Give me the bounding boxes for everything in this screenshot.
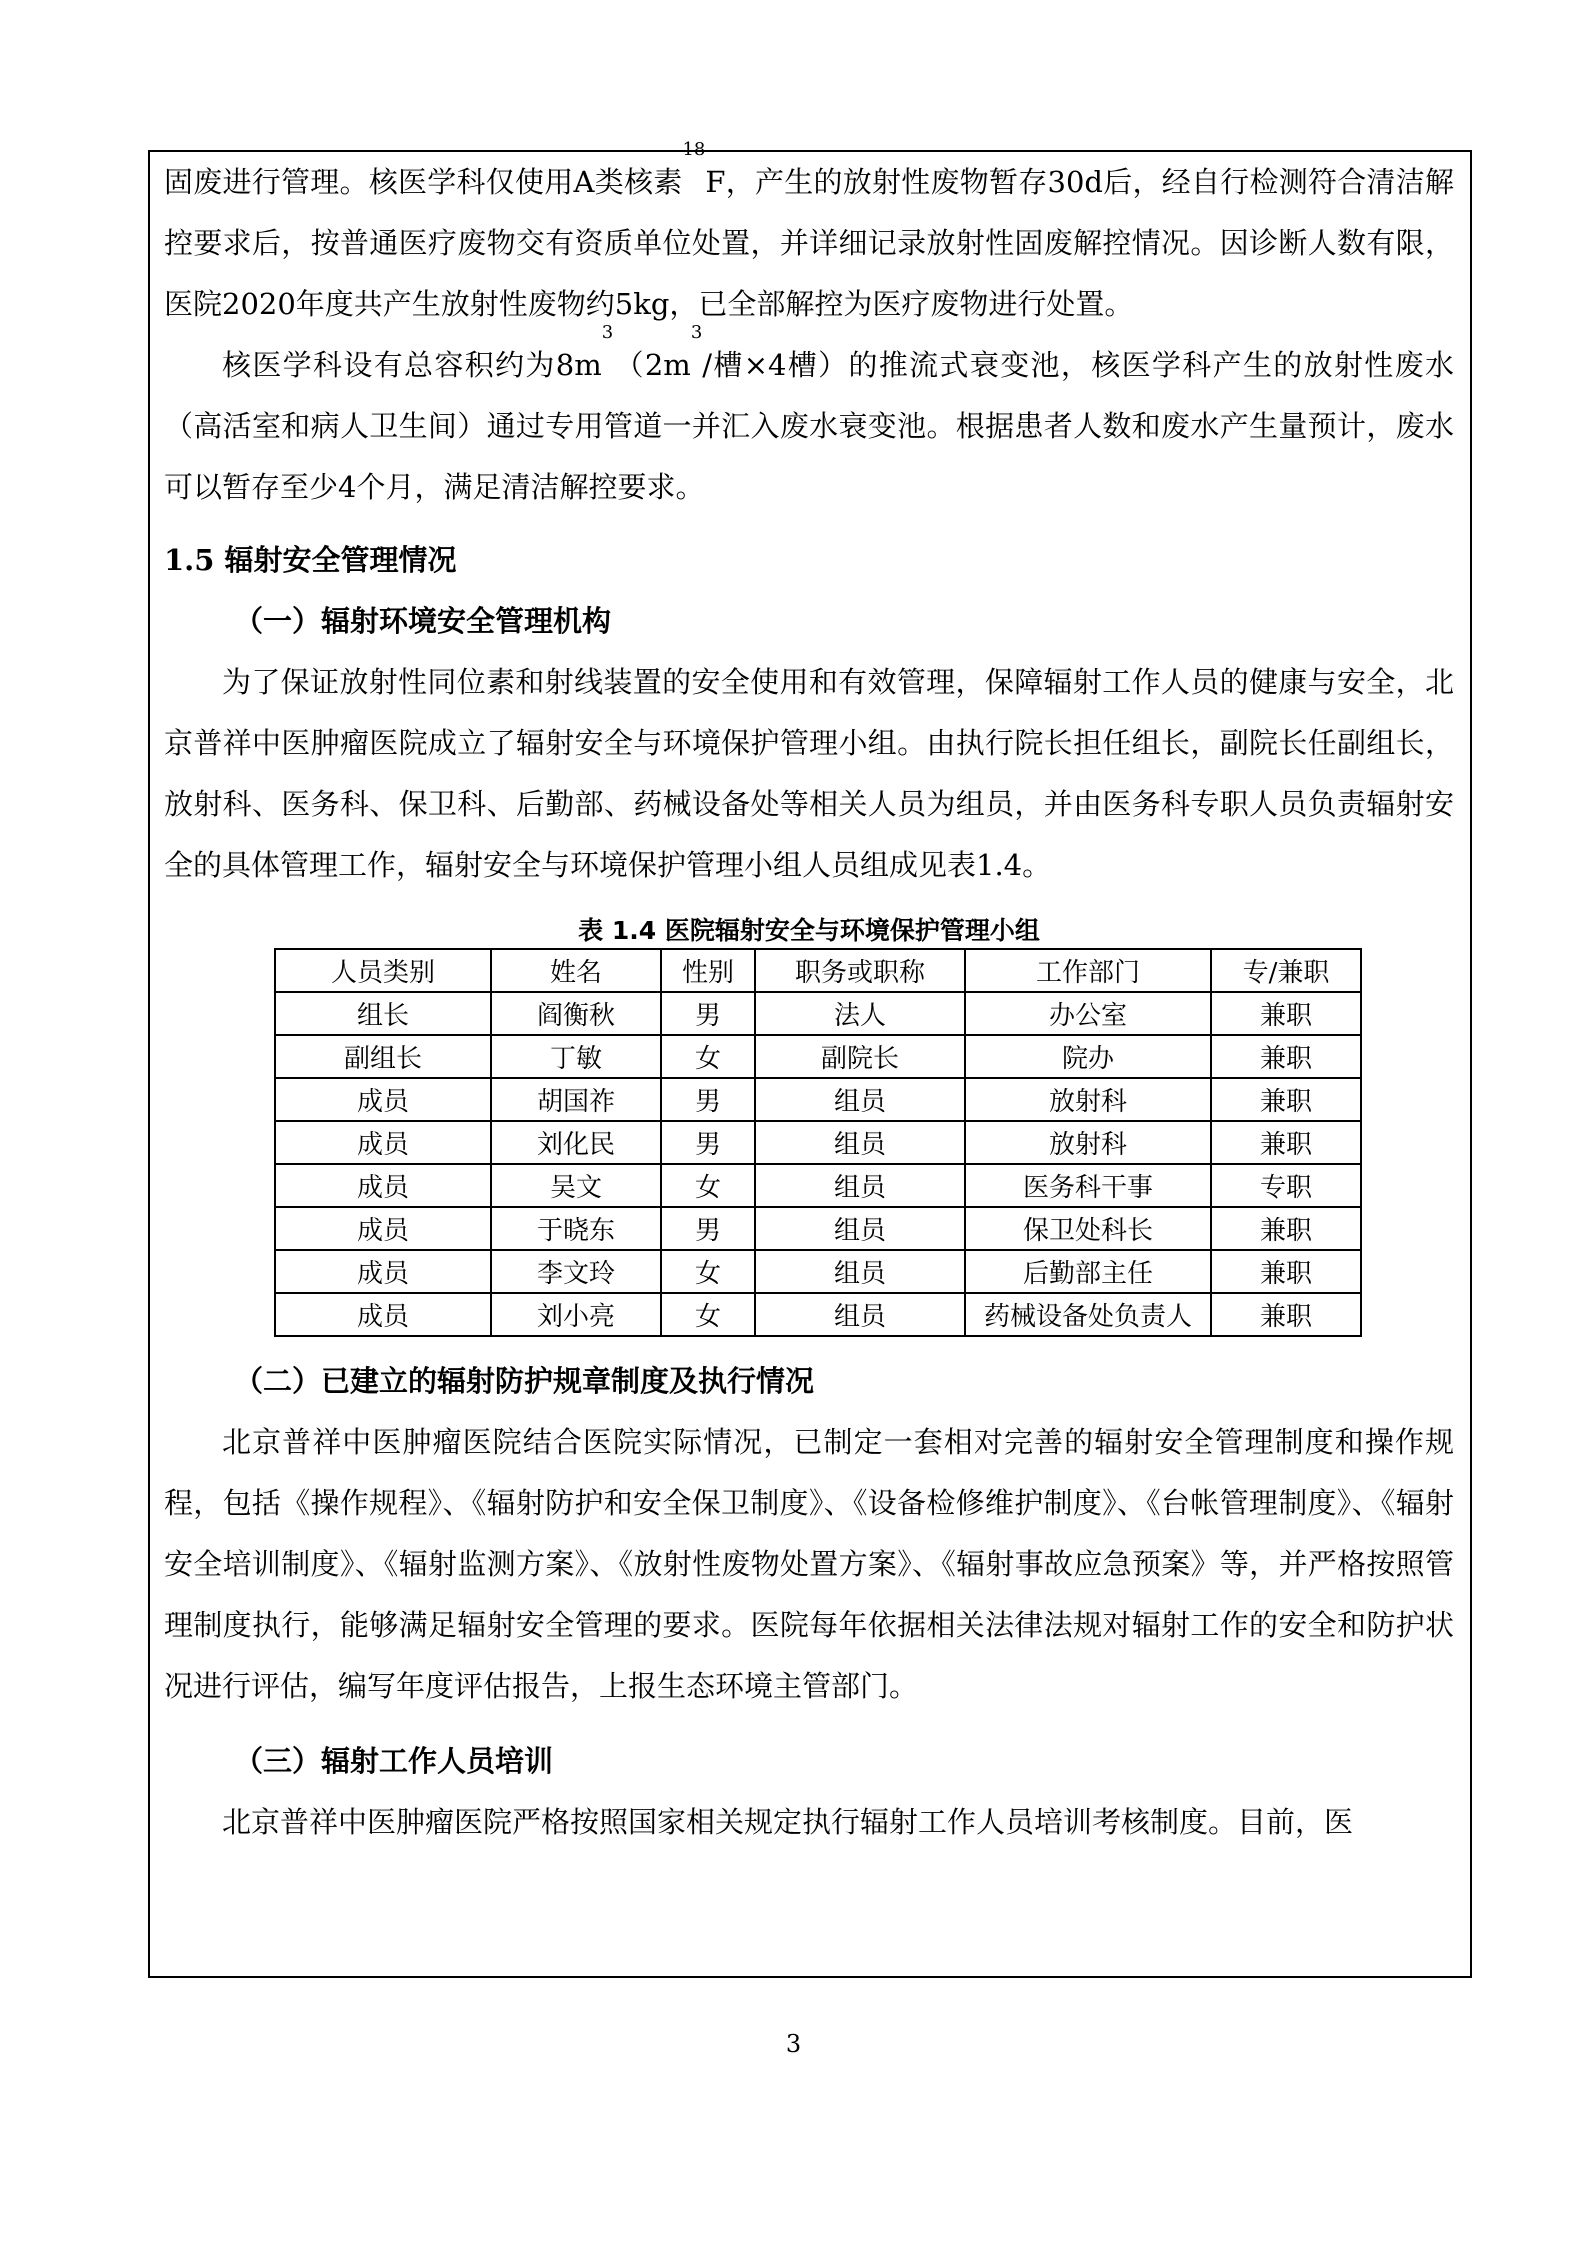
- subsection-title-2: （二）已建立的辐射防护规章制度及执行情况: [234, 1364, 815, 1398]
- table-header-row: [275, 949, 1361, 992]
- table-cell: 兼职: [1211, 1293, 1361, 1336]
- table-cell: 放射科: [965, 1078, 1211, 1121]
- table-row: [275, 1207, 1361, 1250]
- table-cell: 阎衡秋: [491, 992, 661, 1035]
- table-row: [275, 1035, 1361, 1078]
- table-row: [275, 1293, 1361, 1336]
- table-cell: 男: [661, 1121, 755, 1164]
- table-cell: 副院长: [755, 1035, 965, 1078]
- table-cell: 后勤部主任: [965, 1250, 1211, 1293]
- table-cell: 女: [661, 1250, 755, 1293]
- table-cell: 副组长: [275, 1035, 491, 1078]
- table-cell: 组员: [755, 1207, 965, 1250]
- table-row: [275, 992, 1361, 1035]
- paragraph-training: 北京普祥中医肿瘤医院严格按照国家相关规定执行辐射工作人员培训考核制度。目前，医: [222, 1805, 1354, 1839]
- table-cell: 组员: [755, 1164, 965, 1207]
- table-cell: 男: [661, 992, 755, 1035]
- management-group-table: [274, 948, 1362, 1337]
- table-cell: 于晓东: [491, 1207, 661, 1250]
- table-cell: 女: [661, 1035, 755, 1078]
- paragraph-solid-waste: 固废进行管理。核医学科仅使用A类核素$^{18}$F，产生的放射性废物暂存30d后，经自行检测符合清洁解控要求后，按普通医疗废物交有资质单位处置，并详细记录放射性固废解控情况。因诊断人数有限，医院2020年度共产生放射性废物约5kg，已全部解控为医疗废物进行处置。: [164, 139, 1454, 321]
- table-cell: 保卫处科长: [965, 1207, 1211, 1250]
- table-cell: 成员: [275, 1207, 491, 1250]
- paragraph-regulations: 北京普祥中医肿瘤医院结合医院实际情况，已制定一套相对完善的辐射安全管理制度和操作规程，包括《操作规程》、《辐射防护和安全保卫制度》、《设备检修维护制度》、《台帐管理制度》、《辐射安全培训制度》、《辐射监测方案》、《放射性废物处置方案》、《辐射事故应急预案》等，并严格按照管理制度执行，能够满足辐射安全管理的要求。医院每年依据相关法律法规对辐射工作的安全和防护状况进行评估，编写年度评估报告，上报生态环境主管部门。: [164, 1425, 1454, 1703]
- table-cell: 成员: [275, 1164, 491, 1207]
- table-cell: 成员: [275, 1078, 491, 1121]
- table-row: [275, 1121, 1361, 1164]
- column-header: 姓名: [491, 949, 661, 992]
- paragraph-wastewater: 核医学科设有总容积约为$8m^3(2m^3/$槽×4槽）的推流式衰变池，核医学科产生的放射性废水（高活室和病人卫生间）通过专用管道一并汇入废水衰变池。根据患者人数和废水产生量预计，废水可以暂存至少4个月，满足清洁解控要求。: [164, 322, 1454, 504]
- table-row: [275, 1078, 1361, 1121]
- table-cell: 药械设备处负责人: [965, 1293, 1211, 1336]
- table-cell: 办公室: [965, 992, 1211, 1035]
- page-content: [164, 139, 1454, 1853]
- table-cell: 院办: [965, 1035, 1211, 1078]
- table-cell: 组员: [755, 1078, 965, 1121]
- table-cell: 放射科: [965, 1121, 1211, 1164]
- table-cell: 李文玲: [491, 1250, 661, 1293]
- table-cell: 胡国祚: [491, 1078, 661, 1121]
- table-cell: 成员: [275, 1250, 491, 1293]
- table-cell: 兼职: [1211, 1121, 1361, 1164]
- table-cell: 兼职: [1211, 992, 1361, 1035]
- table-cell: 兼职: [1211, 1250, 1361, 1293]
- table-cell: 兼职: [1211, 1078, 1361, 1121]
- table-row: [275, 1250, 1361, 1293]
- subsection-title-1: （一）辐射环境安全管理机构: [234, 604, 612, 638]
- table-cell: 男: [661, 1078, 755, 1121]
- column-header: 工作部门: [965, 949, 1211, 992]
- table-cell: 兼职: [1211, 1207, 1361, 1250]
- table-cell: 组员: [755, 1121, 965, 1164]
- table-cell: 成员: [275, 1121, 491, 1164]
- table-cell: 女: [661, 1293, 755, 1336]
- table-cell: 组长: [275, 992, 491, 1035]
- table-cell: 组员: [755, 1293, 965, 1336]
- section-title: 1.5 辐射安全管理情况: [164, 543, 457, 577]
- table-cell: 组员: [755, 1250, 965, 1293]
- table-cell: 成员: [275, 1293, 491, 1336]
- table-cell: 吴文: [491, 1164, 661, 1207]
- table-cell: 法人: [755, 992, 965, 1035]
- table-cell: 刘化民: [491, 1121, 661, 1164]
- table-cell: 男: [661, 1207, 755, 1250]
- column-header: 职务或职称: [755, 949, 965, 992]
- table-cell: 专职: [1211, 1164, 1361, 1207]
- paragraph-management-org: 为了保证放射性同位素和射线装置的安全使用和有效管理，保障辐射工作人员的健康与安全，北京普祥中医肿瘤医院成立了辐射安全与环境保护管理小组。由执行院长担任组长，副院长任副组长，放射科、医务科、保卫科、后勤部、药械设备处等相关人员为组员，并由医务科专职人员负责辐射安全的具体管理工作，辐射安全与环境保护管理小组人员组成见表1.4。: [164, 665, 1454, 882]
- table-cell: 医务科干事: [965, 1164, 1211, 1207]
- table-cell: 刘小亮: [491, 1293, 661, 1336]
- table-caption: 表 1.4 医院辐射安全与环境保护管理小组: [578, 916, 1040, 945]
- column-header: 人员类别: [275, 949, 491, 992]
- column-header: 专/兼职: [1211, 949, 1361, 992]
- page-number: 3: [785, 2030, 802, 2058]
- table-cell: 丁敏: [491, 1035, 661, 1078]
- table-cell: 兼职: [1211, 1035, 1361, 1078]
- subsection-title-3: （三）辐射工作人员培训: [234, 1744, 554, 1778]
- table-row: [275, 1164, 1361, 1207]
- table-cell: 女: [661, 1164, 755, 1207]
- column-header: 性别: [661, 949, 755, 992]
